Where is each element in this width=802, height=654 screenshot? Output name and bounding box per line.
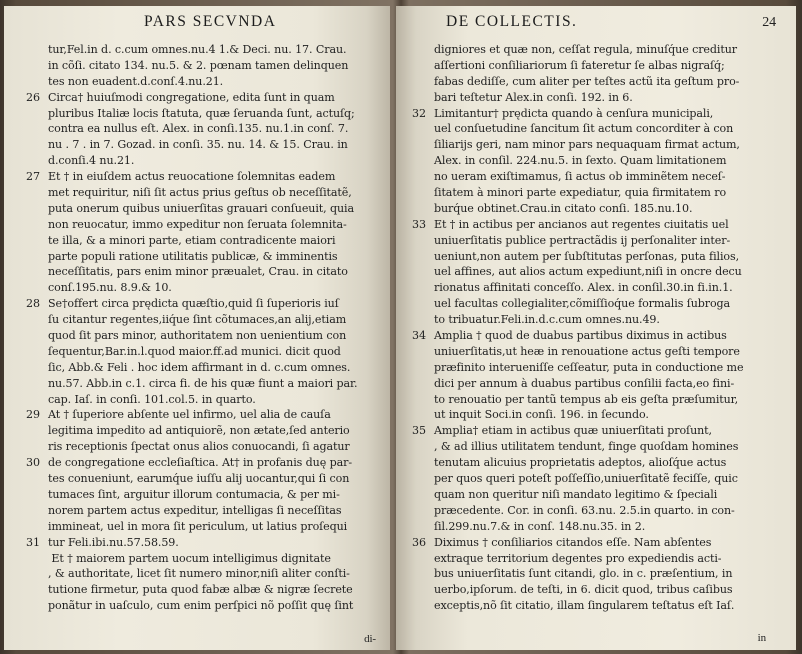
text-line: [26, 376, 372, 392]
text-line: [412, 360, 776, 376]
text-line: [26, 535, 372, 551]
text-line: [412, 312, 776, 328]
line-text: ſil.299.nu.7.& in conſ. 148.nu.35. in 2.: [434, 519, 646, 533]
paragraph-number: 35: [412, 424, 426, 438]
line-text: immineat, uel in mora ſit periculum, ut latius proſequi: [48, 519, 348, 533]
line-text: uel conſuetudine ſancitum ſit actum concorditer à con: [434, 122, 734, 136]
left-page: [4, 6, 390, 650]
line-text: Se†offert circa prędicta quæſtio,quid ſi ſuperioris iuſ: [48, 297, 339, 311]
line-text: rionatus affinitati conceſſo. Alex. in conſil.30.in fi.in.1.: [434, 281, 733, 295]
text-line: [412, 344, 776, 360]
line-text: tur,Fel.in d. c.cum omnes.nu.4 1.& Deci. nu. 17. Crau.: [48, 43, 347, 56]
line-text: cap. Iaſ. in conſi. 101.col.5. in quarto.: [48, 392, 256, 406]
line-text: tumaces ſint, arguitur illorum contumacia, & per mi-: [48, 487, 340, 501]
line-text: conſ.195.nu. 8.9.& 10.: [48, 281, 172, 295]
text-line: [26, 551, 372, 567]
line-text: præcedente. Cor. in conſi. 63.nu. 2.5.in quarto. in con-: [434, 503, 735, 517]
line-text: tenutam alicuius proprietatis adeptos, alioſq́ue actus: [434, 456, 727, 470]
text-line: [26, 264, 372, 280]
line-text: de congregatione eccleſiaſtica. At† in profanis duę par-: [48, 456, 352, 470]
text-line: [26, 455, 372, 471]
line-text: burq́ue obtinet.Crau.in citato conſi. 185.nu.10.: [434, 201, 693, 215]
line-text: , & authoritate, licet ſit numero minor,niſi aliter conſti-: [48, 567, 350, 581]
line-text: tes conueniunt, earumq́ue iuſſu alij uocantur,qui ſi con: [48, 472, 350, 486]
line-text: dici per annum à duabus partibus conſilii facta,eo fini-: [434, 376, 735, 390]
line-text: ſic, Abb.& Feli . hoc idem affirmant in d. c.cum omnes.: [48, 360, 351, 374]
text-line: [26, 439, 372, 455]
line-text: fabas dediſſe, cum aliter per teſtes actũ ita geſtum pro-: [434, 74, 740, 88]
text-line: [412, 392, 776, 408]
paragraph-number: 32: [412, 106, 426, 120]
text-line: [412, 58, 776, 74]
line-text: legitima impedito ad antiquiorẽ, non ætate,ſed anterio: [48, 424, 350, 438]
line-text: tes non euadent.d.conſ.4.nu.21.: [48, 74, 224, 88]
text-line: [26, 407, 372, 423]
text-line: [412, 551, 776, 567]
paragraph-number: 33: [412, 217, 426, 231]
line-text: tur Feli.ibi.nu.57.58.59.: [48, 535, 179, 549]
text-line: [412, 42, 776, 58]
text-line: [412, 90, 776, 106]
text-line: [26, 106, 372, 122]
text-line: [412, 233, 776, 249]
line-text: in cõſi. citato 134. nu.5. & 2. pœnam tamen delinquen: [48, 58, 349, 72]
text-line: [412, 471, 776, 487]
line-text: Limitantur† prędicta quando à cenſura municipali,: [434, 106, 714, 120]
text-line: [26, 503, 372, 519]
line-text: neceſſitatis, pars enim minor præualet, Crau. in citato: [48, 265, 348, 279]
text-line: [412, 74, 776, 90]
line-text: uniuerſitatis publice pertractãdis ij perſonaliter inter-: [434, 233, 731, 247]
line-text: quod ſit pars minor, authoritatem non uenientium con: [48, 329, 347, 343]
paragraph-number: 30: [26, 456, 40, 470]
text-line: [412, 376, 776, 392]
text-line: [26, 566, 372, 582]
text-line: [26, 280, 372, 296]
text-line: [26, 249, 372, 265]
line-text: bari teſtetur Alex.in conſi. 192. in 6.: [434, 90, 633, 104]
line-text: parte populi ratione utilitatis publicæ, & imminentis: [48, 249, 338, 263]
line-text: to tribuatur.Feli.in.d.c.cum omnes.nu.49.: [434, 313, 660, 327]
text-line: [412, 201, 776, 217]
right-page-text: [412, 42, 776, 614]
line-text: bus uniuerſitatis ſunt citandi, glo. in c. præſentium, in: [434, 567, 733, 581]
text-line: [412, 535, 776, 551]
text-line: [26, 471, 372, 487]
text-line: [26, 169, 372, 185]
text-line: [412, 121, 776, 137]
line-text: Circa† huiuſmodi congregatione, edita ſunt in quam: [48, 90, 335, 104]
line-text: nu . 7 . in 7. Gozad. in conſi. 35. nu. 14. & 15. Crau. in: [48, 138, 348, 152]
line-text: ris receptionis ſpectat onus alios conuocandi, ſi agatur: [48, 440, 350, 454]
line-text: uel affines, aut alios actum expediunt,niſi in oncre decu: [434, 265, 742, 279]
text-line: [412, 217, 776, 233]
text-line: [412, 439, 776, 455]
text-line: [26, 185, 372, 201]
line-text: uerbo,ipſorum. de teſti, in 6. dicit quod, tribus caſibus: [434, 583, 733, 597]
text-line: [412, 153, 776, 169]
text-line: [412, 106, 776, 122]
line-text: puta onerum quibus uniuerſitas grauari conſueuit, quia: [48, 201, 355, 215]
text-line: [412, 137, 776, 153]
paragraph-number: 29: [26, 408, 40, 422]
line-text: Diximus † conſiliarios citandos eſſe. Nam abſentes: [434, 535, 712, 549]
line-text: Et † in eiuſdem actus reuocatione ſolemnitas eadem: [48, 170, 336, 184]
text-line: [412, 328, 776, 344]
text-line: [412, 598, 776, 614]
text-line: [26, 42, 372, 58]
line-text: Alex. in conſil. 224.nu.5. in ſexto. Quam limitationem: [434, 154, 727, 168]
paragraph-number: 27: [26, 170, 40, 184]
left-page-text: [26, 42, 372, 614]
text-line: [26, 217, 372, 233]
left-running-head: PARS SECVNDA: [144, 13, 277, 30]
line-text: met requiritur, niſi ſit actus prius geſtus ob neceſſitatẽ,: [48, 186, 352, 200]
left-catchword: di-: [364, 633, 376, 646]
right-running-head: DE COLLECTIS.: [446, 13, 578, 30]
text-line: [26, 74, 372, 90]
line-text: Amplia† etiam in actibus quæ uniuerſitati proſunt,: [434, 424, 712, 438]
right-page: [396, 6, 796, 650]
line-text: contra ea nullus eſt. Alex. in conſi.135. nu.1.in conſ. 7.: [48, 122, 349, 136]
line-text: ſequentur,Bar.in.l.quod maior.ff.ad munici. dicit quod: [48, 344, 341, 358]
text-line: [26, 423, 372, 439]
line-text: , & ad illius utilitatem tendunt, finge quoſdam homines: [434, 440, 739, 454]
line-text: Et † maiorem partem uocum intelligimus dignitate: [48, 551, 331, 565]
text-line: [26, 90, 372, 106]
line-text: uel facultas collegialiter,cõmiſſioq́ue formalis ſubroga: [434, 297, 731, 311]
text-line: [26, 519, 372, 535]
text-line: [412, 566, 776, 582]
page-number: 24: [762, 15, 776, 30]
text-line: [26, 360, 372, 376]
text-line: [412, 264, 776, 280]
right-catchword: in: [757, 632, 766, 645]
text-line: [26, 598, 372, 614]
text-line: [26, 201, 372, 217]
line-text: ponãtur in uaſculo, cum enim perſpici nõ poſſit quę ſint: [48, 599, 354, 613]
text-line: [412, 519, 776, 535]
text-line: [412, 487, 776, 503]
text-line: [26, 312, 372, 328]
paragraph-number: 26: [26, 90, 40, 104]
text-line: [412, 582, 776, 598]
line-text: ut inquit Soci.in conſi. 196. in ſecundo.: [434, 408, 649, 422]
text-line: [412, 296, 776, 312]
text-line: [412, 249, 776, 265]
line-text: aſſertioni conſiliariorum ſi fateretur ſe albas nigraſq́;: [434, 58, 725, 72]
text-line: [26, 328, 372, 344]
line-text: te illa, & a minori parte, etiam contradicente maiori: [48, 233, 336, 247]
text-line: [412, 503, 776, 519]
text-line: [412, 407, 776, 423]
text-line: [26, 233, 372, 249]
paragraph-number: 28: [26, 297, 40, 311]
line-text: ſiliarijs geri, nam minor pars nequaquam firmat actum,: [434, 138, 740, 152]
text-line: [26, 344, 372, 360]
line-text: At † ſuperiore abſente uel infirmo, uel alia de cauſa: [48, 408, 331, 422]
line-text: Amplia † quod de duabus partibus diximus in actibus: [434, 329, 727, 343]
paragraph-number: 31: [26, 535, 40, 549]
paragraph-number: 34: [412, 329, 426, 343]
line-text: to renouatio per tantũ tempus ab eis geſta præſumitur,: [434, 392, 739, 406]
text-line: [26, 296, 372, 312]
text-line: [26, 137, 372, 153]
line-text: quam non queritur niſi mandato legitimo & ſpeciali: [434, 487, 718, 501]
line-text: d.conſi.4 nu.21.: [48, 154, 135, 168]
text-line: [412, 169, 776, 185]
text-line: [26, 582, 372, 598]
line-text: per quos queri poteſt poſſeſſio,uniuerſitatẽ feciſſe, quic: [434, 472, 738, 486]
text-line: [412, 280, 776, 296]
line-text: exceptis,nõ ſit citatio, illam ſingularem teſtatus eſt Iaſ.: [434, 599, 735, 613]
text-line: [26, 121, 372, 137]
line-text: ſu citantur regentes,iiq́ue ſint cõtumaces,an alij,etiam: [48, 313, 347, 327]
line-text: præfinito interueniſſe ceſſeatur, puta in conductione me: [434, 360, 744, 374]
line-text: Et † in actibus per ancianos aut regentes ciuitatis uel: [434, 217, 729, 231]
line-text: pluribus Italiæ locis ſtatuta, quæ ſeruanda ſunt, actuſq;: [48, 106, 355, 120]
line-text: non reuocatur, immo expeditur non ſeruata ſolemnita-: [48, 217, 347, 231]
line-text: ſitatem à minori parte expediatur, quia firmitatem ro: [434, 186, 727, 200]
text-line: [412, 185, 776, 201]
line-text: norem partem actus expeditur, intelligas ſi neceſſitas: [48, 503, 342, 517]
line-text: uniuerſitatis,ut heæ in renouatione actus geſti tempore: [434, 344, 740, 358]
text-line: [26, 487, 372, 503]
text-line: [26, 392, 372, 408]
line-text: tutione firmetur, puta quod fabæ albæ & nigræ ſecrete: [48, 583, 353, 597]
line-text: ueniunt,non autem per ſubſtitutas perſonas, puta filios,: [434, 249, 740, 263]
line-text: digniores et quæ non, ceſſat regula, minuſq́ue creditur: [434, 43, 737, 56]
text-line: [412, 455, 776, 471]
line-text: nu.57. Abb.in c.1. circa fi. de his quæ fiunt a maiori par.: [48, 376, 358, 390]
line-text: extraque territorium degentes pro expediendis acti-: [434, 551, 722, 565]
text-line: [412, 423, 776, 439]
text-line: [26, 153, 372, 169]
paragraph-number: 36: [412, 535, 426, 549]
line-text: no ueram exiſtimamus, ſi actus ob imminẽtem neceſ-: [434, 170, 726, 184]
text-line: [26, 58, 372, 74]
